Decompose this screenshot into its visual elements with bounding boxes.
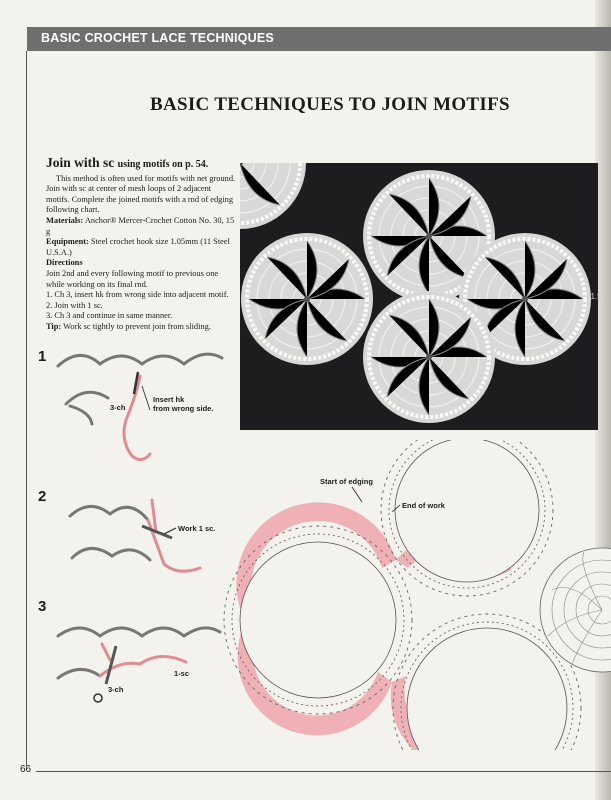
- step-2-diagram: [60, 492, 240, 592]
- intro-paragraph: This method is often used for motifs with net ground. Join with sc at center of mesh loops of 2 adjacent motifs. Complete the joined motifs with a rnd of edging following chart.: [46, 173, 236, 215]
- doily-motif: [240, 163, 306, 229]
- dimension-label: 21.5: [586, 292, 602, 301]
- direction-step-3: 3. Ch 3 and continue in same manner.: [46, 311, 173, 321]
- step-3-diagram: [50, 620, 240, 720]
- label-insert-hk: Insert hk: [153, 395, 185, 404]
- directions-heading: Directions: [46, 258, 83, 268]
- page-number: 66: [20, 764, 32, 775]
- label-start-of-edging: Start of edging: [320, 477, 373, 486]
- label-end-of-work: End of work: [402, 501, 445, 510]
- section-heading-main: Join with sc: [46, 155, 115, 170]
- label-3ch-step3: 3-ch: [108, 685, 124, 694]
- edging-chart: [222, 440, 611, 750]
- materials-text: Anchor® Mercer-Crochet Cotton No. 30, 15 g: [46, 215, 235, 236]
- step-1-number: 1: [38, 348, 47, 365]
- directions-intro: Join 2nd and every following motif to previous one while working on its final rnd.: [46, 268, 219, 289]
- step-1-diagram: [50, 346, 240, 476]
- doily-motifs-image: [240, 163, 598, 430]
- equipment-line: [46, 237, 236, 258]
- footer-rule: [36, 771, 611, 772]
- label-3ch: 3-ch: [110, 403, 126, 412]
- direction-step-2: 2. Join with 1 sc.: [46, 300, 103, 310]
- equipment-label: Equipment:: [46, 237, 89, 247]
- motif-center-partial: [540, 548, 611, 672]
- equipment-text: Steel crochet hook size 1.05mm (11 Steel U.S.A.): [46, 237, 230, 257]
- materials-line: [46, 216, 236, 237]
- header-bar: [27, 27, 611, 51]
- direction-step-1: 1. Ch 3, insert hk from wrong side into adjacent motif.: [46, 290, 229, 300]
- label-work-1-sc: Work 1 sc.: [178, 524, 216, 533]
- step-3-number: 3: [38, 598, 47, 615]
- materials-label: Materials:: [46, 215, 84, 225]
- label-1sc: 1-sc: [174, 669, 190, 678]
- margin-rule: [26, 51, 27, 766]
- tip-label: Tip:: [46, 321, 62, 331]
- header-title: BASIC CROCHET LACE TECHNIQUES: [41, 31, 274, 45]
- section-heading: [46, 155, 236, 171]
- section-heading-sub: using motifs on p. 54.: [117, 159, 209, 170]
- step-2-number: 2: [38, 488, 47, 505]
- page-title: BASIC TECHNIQUES TO JOIN MOTIFS: [150, 94, 510, 115]
- label-from-wrong-side: from wrong side.: [153, 404, 214, 413]
- tip-line: [46, 322, 236, 333]
- instructions-section: [46, 155, 236, 333]
- tip-text: Work sc tightly to prevent join from sliding.: [63, 321, 211, 331]
- motifs-photo: [240, 163, 598, 430]
